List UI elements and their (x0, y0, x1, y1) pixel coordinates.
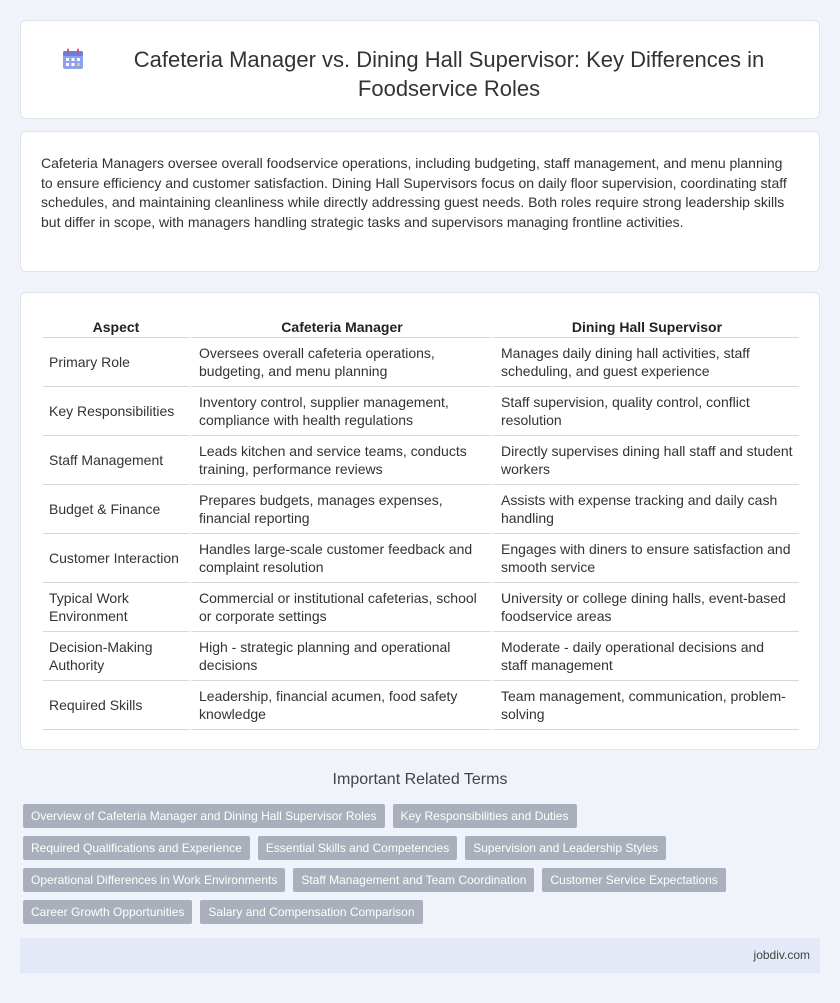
row-aspect: Required Skills (43, 681, 189, 730)
row-cafeteria-manager: Oversees overall cafeteria operations, budgeting, and menu planning (189, 338, 491, 387)
intro-card (20, 131, 820, 272)
header-aspect: Aspect (43, 315, 189, 338)
row-aspect: Key Responsibilities (43, 387, 189, 436)
table-row (43, 583, 799, 632)
related-term-tag[interactable]: Supervision and Leadership Styles (465, 836, 666, 860)
comparison-card (20, 292, 820, 750)
row-aspect: Customer Interaction (43, 534, 189, 583)
row-cafeteria-manager: Inventory control, supplier management, compliance with health regulations (189, 387, 491, 436)
table-row (43, 436, 799, 485)
related-term-tag[interactable]: Staff Management and Team Coordination (293, 868, 534, 892)
table-row (43, 338, 799, 387)
row-cafeteria-manager: Prepares budgets, manages expenses, financial reporting (189, 485, 491, 534)
header-dining-hall-supervisor: Dining Hall Supervisor (491, 315, 799, 338)
row-dining-hall-supervisor: Manages daily dining hall activities, staff scheduling, and guest experience (491, 338, 799, 387)
related-term-tag[interactable]: Required Qualifications and Experience (23, 836, 250, 860)
row-aspect: Staff Management (43, 436, 189, 485)
footer-site-link[interactable]: jobdiv.com (753, 948, 810, 962)
related-term-tag[interactable]: Operational Differences in Work Environments (23, 868, 285, 892)
row-dining-hall-supervisor: Team management, communication, problem-solving (491, 681, 799, 730)
related-term-tag[interactable]: Customer Service Expectations (542, 868, 725, 892)
table-row (43, 632, 799, 681)
row-aspect: Typical Work Environment (43, 583, 189, 632)
row-cafeteria-manager: Leadership, financial acumen, food safety knowledge (189, 681, 491, 730)
row-dining-hall-supervisor: University or college dining halls, event-based foodservice areas (491, 583, 799, 632)
title-card (20, 20, 820, 119)
row-cafeteria-manager: High - strategic planning and operational decisions (189, 632, 491, 681)
table-row (43, 534, 799, 583)
table-row (43, 681, 799, 730)
related-terms-list (23, 804, 813, 932)
related-term-tag[interactable]: Salary and Compensation Comparison (200, 900, 422, 924)
footer (20, 938, 820, 973)
row-cafeteria-manager: Commercial or institutional cafeterias, school or corporate settings (189, 583, 491, 632)
row-dining-hall-supervisor: Directly supervises dining hall staff and student workers (491, 436, 799, 485)
table-header-row (43, 315, 799, 338)
row-dining-hall-supervisor: Moderate - daily operational decisions and staff management (491, 632, 799, 681)
table-row (43, 387, 799, 436)
intro-paragraph: Cafeteria Managers oversee overall foodservice operations, including budgeting, staff management, and menu planning to ensure efficiency and customer satisfaction. Dining Hall Supervisors focus on daily floor supervision, coordinating staff schedules, and maintaining cleanliness while directly addressing guest needs. Both roles require strong leadership skills but differ in scope, with managers handling strategic tasks and supervisors managing frontline activities. (41, 155, 787, 230)
page-title: Cafeteria Manager vs. Dining Hall Supervisor: Key Differences in Foodservice Roles (133, 47, 765, 101)
row-dining-hall-supervisor: Assists with expense tracking and daily cash handling (491, 485, 799, 534)
related-term-tag[interactable]: Key Responsibilities and Duties (393, 804, 577, 828)
table-row (43, 485, 799, 534)
row-cafeteria-manager: Handles large-scale customer feedback and complaint resolution (189, 534, 491, 583)
row-aspect: Decision-Making Authority (43, 632, 189, 681)
related-term-tag[interactable]: Essential Skills and Competencies (258, 836, 457, 860)
related-term-tag[interactable]: Career Growth Opportunities (23, 900, 192, 924)
row-aspect: Primary Role (43, 338, 189, 387)
comparison-table (43, 315, 799, 730)
header-cafeteria-manager: Cafeteria Manager (189, 315, 491, 338)
row-dining-hall-supervisor: Engages with diners to ensure satisfaction and smooth service (491, 534, 799, 583)
row-cafeteria-manager: Leads kitchen and service teams, conducts training, performance reviews (189, 436, 491, 485)
row-aspect: Budget & Finance (43, 485, 189, 534)
related-terms-title: Important Related Terms (332, 771, 508, 788)
related-term-tag[interactable]: Overview of Cafeteria Manager and Dining Hall Supervisor Roles (23, 804, 385, 828)
row-dining-hall-supervisor: Staff supervision, quality control, conflict resolution (491, 387, 799, 436)
